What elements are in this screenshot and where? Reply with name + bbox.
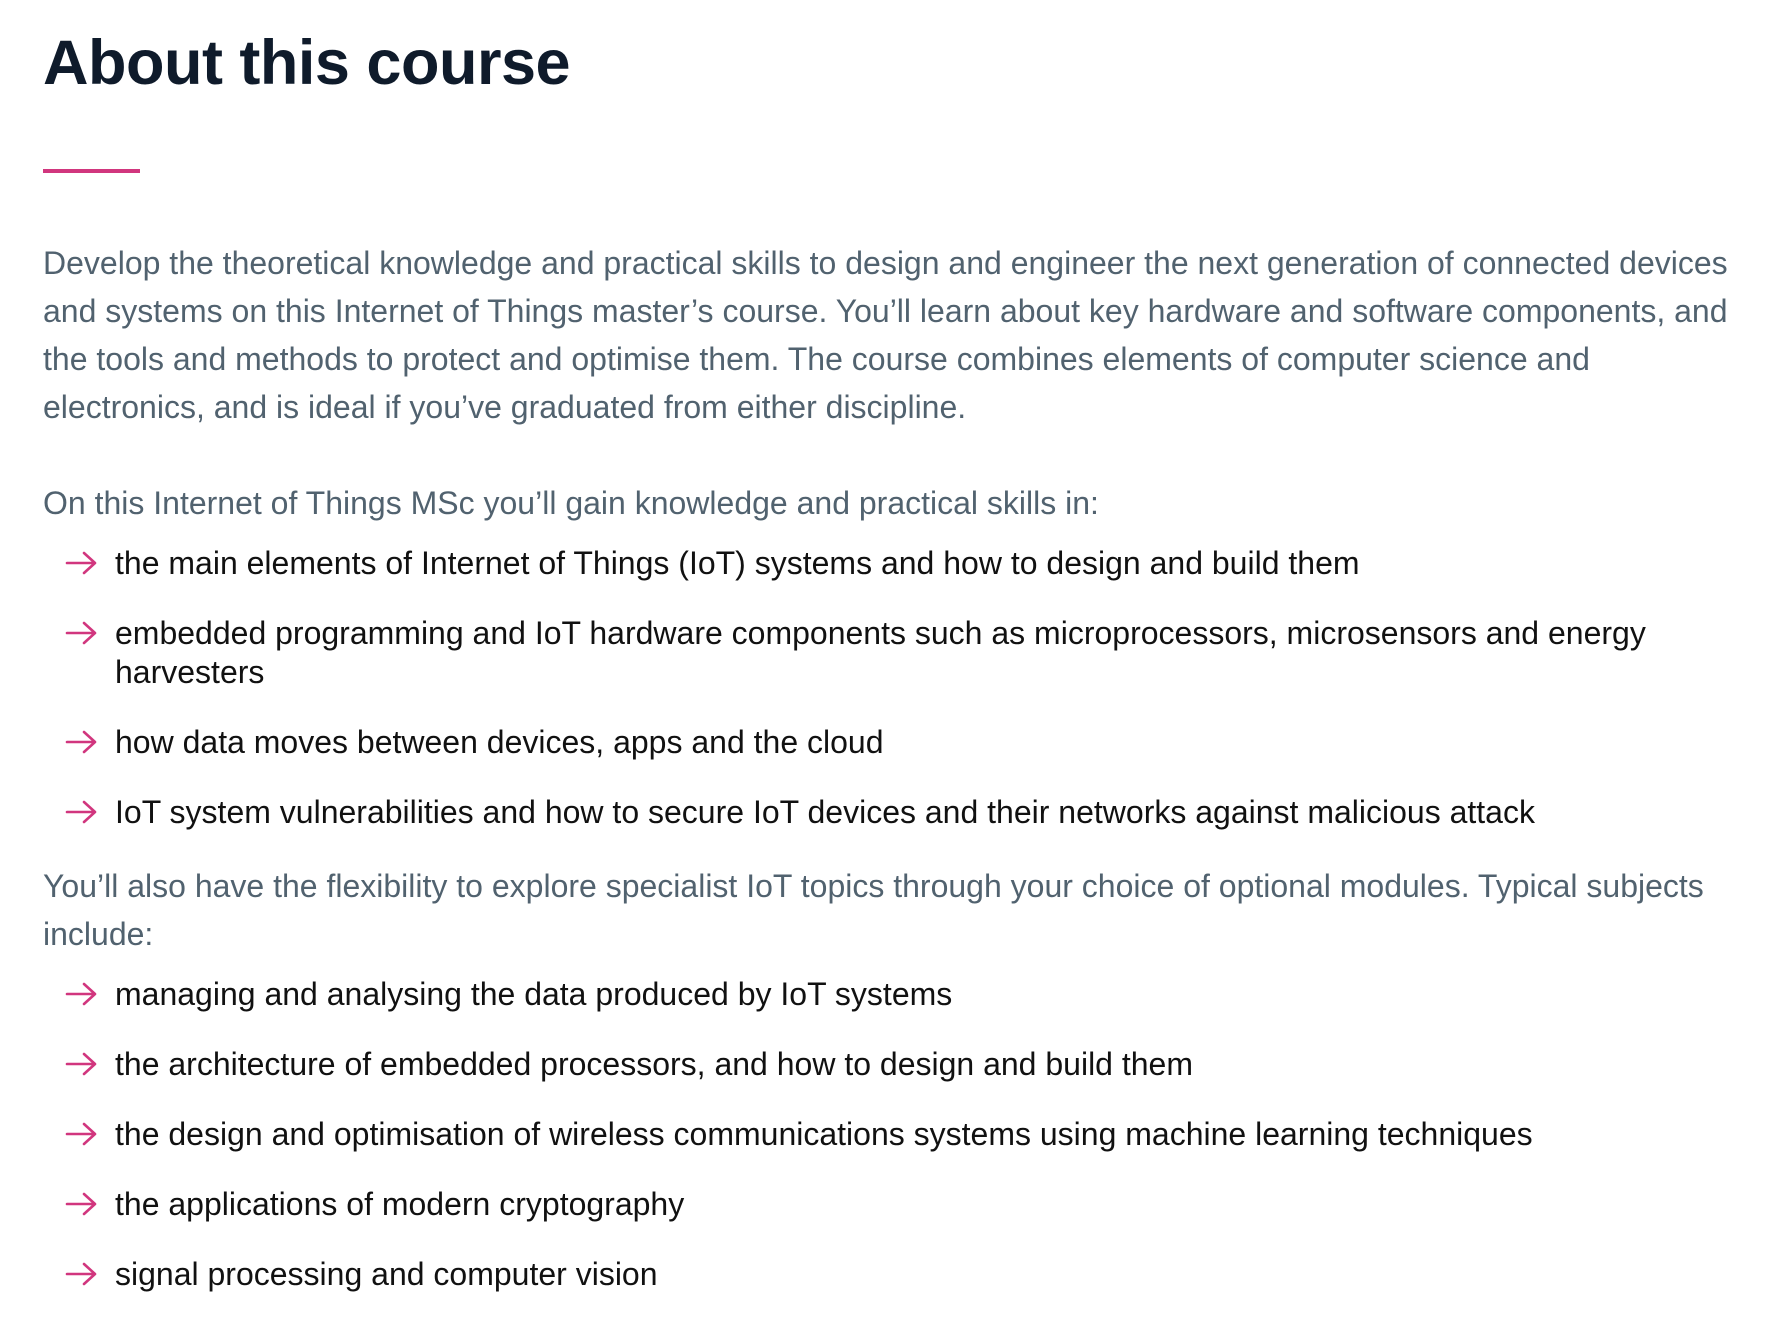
skills-lead-text: On this Internet of Things MSc you’ll gain knowledge and practical skills in: [43,485,1099,521]
list-item-text: the architecture of embedded processors, and how to design and build them [115,1046,1193,1082]
arrow-right-icon [65,981,99,1007]
list-item [43,1185,1735,1224]
skills-list [43,544,1743,832]
list-item [43,793,1735,832]
intro-paragraph: Develop the theoretical knowledge and practical skills to design and engineer the next generation of connected devices and systems on this Internet of Things master’s course. You’ll learn about key hardware and software components, and the tools and methods to protect and optimise them. The course combines elements of computer science and electronics, and is ideal if you’ve graduated from either discipline. [43,245,1728,425]
optional-modules-lead-text: You’ll also have the flexibility to explore specialist IoT topics through your choice of optional modules. Typical subjects include: [43,868,1704,952]
arrow-right-icon [65,550,99,576]
list-item [43,1115,1735,1154]
page-title: About this course [43,28,571,98]
optional-topics-list [43,975,1743,1294]
list-item [43,975,1735,1014]
arrow-right-icon [65,1261,99,1287]
list-item-text: IoT system vulnerabilities and how to secure IoT devices and their networks against malicious attack [115,794,1535,830]
list-item-text: how data moves between devices, apps and the cloud [115,724,884,760]
list-item-text: signal processing and computer vision [115,1256,658,1292]
list-item [43,544,1735,583]
list-item-text: the applications of modern cryptography [115,1186,685,1222]
list-item [43,723,1735,762]
arrow-right-icon [65,729,99,755]
title-divider [43,169,140,173]
arrow-right-icon [65,1051,99,1077]
list-item [43,1255,1735,1294]
list-item [43,614,1735,692]
arrow-right-icon [65,799,99,825]
about-course-section [43,0,1743,1294]
list-item-text: the main elements of Internet of Things (IoT) systems and how to design and build them [115,545,1360,581]
list-item [43,1045,1735,1084]
list-item-text: embedded programming and IoT hardware components such as microprocessors, microsensors and energy harvesters [115,615,1646,690]
list-item-text: the design and optimisation of wireless communications systems using machine learning techniques [115,1116,1533,1152]
arrow-right-icon [65,1121,99,1147]
arrow-right-icon [65,620,99,646]
list-item-text: managing and analysing the data produced by IoT systems [115,976,953,1012]
arrow-right-icon [65,1191,99,1217]
